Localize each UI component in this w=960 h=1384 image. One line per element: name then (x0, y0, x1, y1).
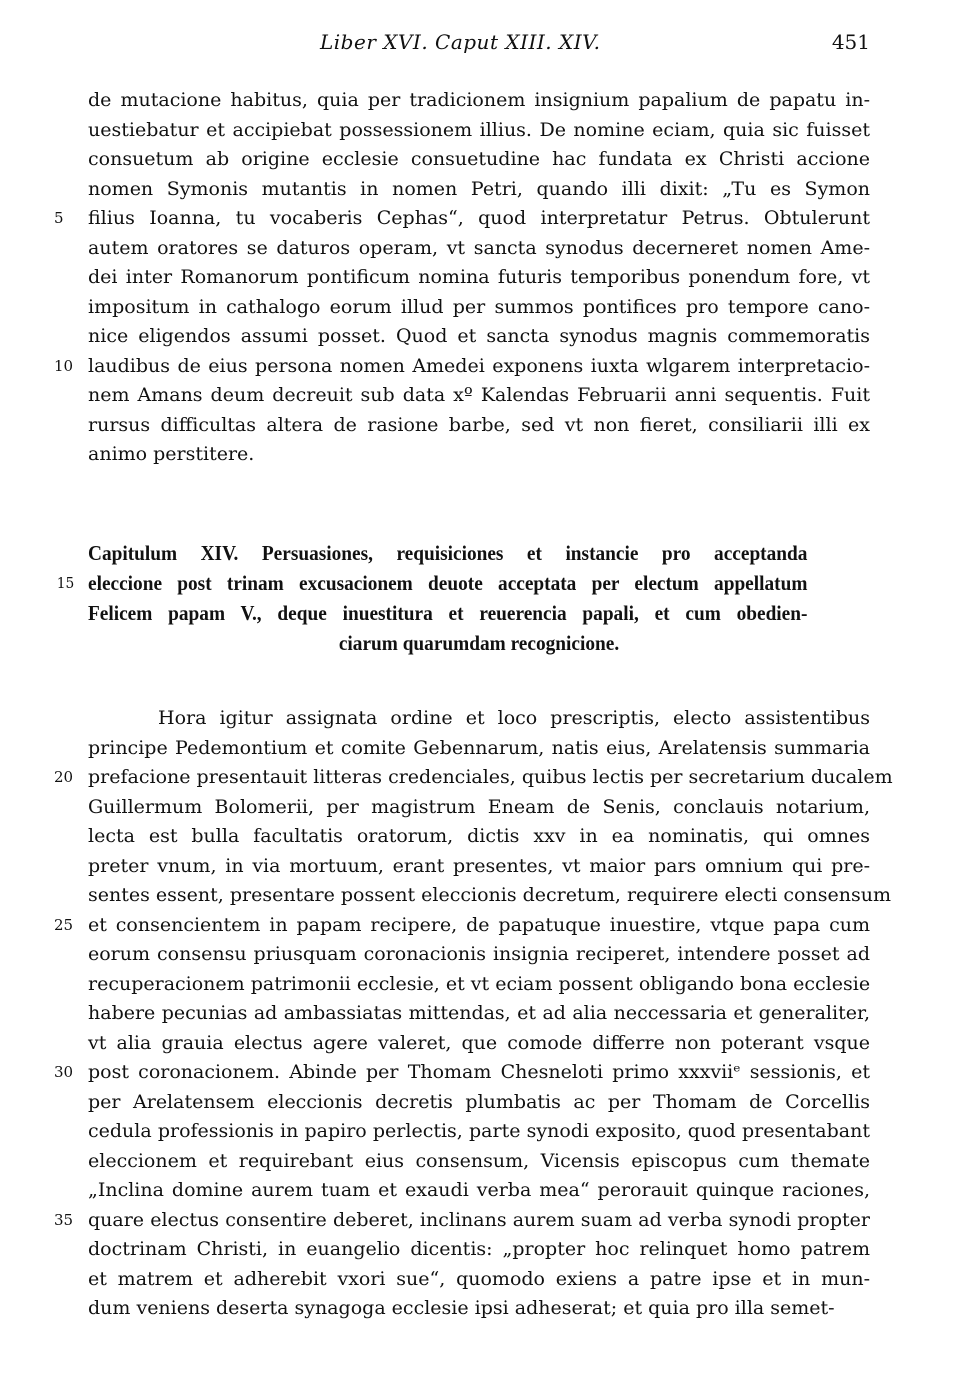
line-text: ciarum quarumdam recognicione. (338, 631, 620, 655)
text-line (56, 568, 808, 598)
chapter-heading (56, 538, 870, 658)
line-text: nice eligendos assumi posset. Quod et sancta synodus magnis commemoratis (88, 325, 870, 347)
text-line (88, 1176, 870, 1206)
text-line (88, 293, 870, 323)
line-text: consuetum ab origine ecclesie consuetudine hac fundata ex Christi accione (88, 148, 870, 170)
line-text: principe Pedemontium et comite Gebennarum, natis eius, Arelatensis summaria (88, 736, 870, 759)
line-text: quare electus consentire deberet, inclinans aurem suam ad verba synodi propter (88, 1208, 870, 1231)
line-text: impositum in cathalogo eorum illud per summos pontifices pro tempore cano- (88, 295, 870, 318)
line-text: de mutacione habitus, quia per tradicionem insignium papalium de papatu in- (88, 89, 870, 111)
line-number: 35 (54, 1210, 74, 1229)
text-line (88, 1294, 870, 1324)
line-text: Felicem papam V., deque inuestitura et reuerencia papali, et cum obedien- (88, 601, 808, 625)
line-text: dei inter Romanorum pontificum nomina futuris temporibus ponendum fore, vt (88, 266, 870, 288)
text-line (88, 175, 870, 205)
line-text: post coronacionem. Abinde per Thomam Chesneloti primo xxxviiᵉ sessionis, et (88, 1061, 870, 1083)
line-text: sentes essent, presentare possent eleccionis decretum, requirere electi consensum (88, 884, 891, 906)
line-text: uestiebatur et accipiebat possessionem illius. De nomine eciam, quia sic fuisset (88, 118, 870, 141)
line-text: Capitulum XIV. Persuasiones, requisiciones et instancie pro acceptanda (88, 541, 808, 565)
line-text: animo perstitere. (88, 443, 255, 465)
text-line (88, 411, 870, 441)
text-line (88, 852, 870, 882)
text-line (88, 734, 870, 764)
text-line (54, 911, 870, 941)
text-line (88, 598, 807, 628)
line-text: „Inclina domine aurem tuam et exaudi verba mea“ perorauit quinque raciones, (88, 1179, 870, 1201)
text-line (88, 793, 870, 823)
line-text: filius Ioanna, tu vocaberis Cephas“, quod interpretatur Petrus. Obtulerunt (88, 207, 870, 229)
text-line (88, 1029, 870, 1059)
line-text: prefacione presentauit litteras credenciales, quibus lectis per secretarium ducalem (88, 766, 893, 788)
text-line (88, 881, 891, 911)
line-text: nem Amans deum decreuit sub data xº Kalendas Februarii anni sequentis. Fuit (88, 384, 870, 406)
text-line (88, 440, 870, 470)
line-text: eleccionem et requirebant eius consensum, Vicensis episcopus cum themate (88, 1149, 870, 1172)
line-text: laudibus de eius persona nomen Amedei exponens iuxta wlgarem interpretacio- (88, 354, 870, 377)
line-text: cedula professionis in papiro perlectis, parte synodi exposito, quod presentabant (88, 1120, 870, 1142)
line-text: lecta est bulla facultatis oratorum, dictis xxv in ea nominatis, qui omnes (88, 825, 870, 847)
text-line (88, 999, 870, 1029)
line-text: eorum consensu priusquam coronacionis insignia reciperet, intendere posset ad (88, 943, 870, 965)
line-number: 25 (54, 915, 74, 934)
text-line (54, 204, 870, 234)
line-text: dum veniens deserta synagoga ecclesie ipsi adheserat; et quia pro illa semet- (88, 1297, 835, 1319)
text-line (88, 940, 870, 970)
text-line (88, 145, 870, 175)
text-line (54, 1058, 870, 1088)
paragraph-chapter-xiv (54, 704, 893, 1324)
text-line (88, 86, 870, 116)
running-header (88, 30, 870, 70)
page-number: 451 (831, 30, 870, 54)
line-number: 30 (54, 1063, 74, 1081)
text-line (88, 704, 870, 734)
line-text: Guillermum Bolomerii, per magistrum Eneam de Senis, conclauis notarium, (88, 795, 870, 818)
text-line (88, 322, 870, 352)
line-number: 10 (54, 356, 74, 375)
text-line (88, 1235, 870, 1265)
text-line (88, 1147, 870, 1177)
text-line (88, 970, 870, 1000)
line-text: rursus difficultas altera de rasione barbe, sed vt non fieret, consiliarii illi ex (88, 413, 870, 436)
line-text: preter vnum, in via mortuum, erant presentes, vt maior pars omnium qui pre- (88, 854, 870, 877)
text-line (88, 1088, 870, 1118)
line-text: per Arelatensem eleccionis decretis plumbatis ac per Thomam de Corcellis (88, 1090, 870, 1113)
line-text: et matrem et adherebit vxori sue“, quomodo exiens a patre ipse et in mun- (88, 1267, 870, 1290)
line-text: recuperacionem patrimonii ecclesie, et vt eciam possent obligando bona ecclesie (88, 972, 871, 995)
line-text: autem oratores se daturos operam, vt sancta synodus decerneret nomen Ame- (88, 236, 870, 259)
line-number: 20 (54, 768, 74, 786)
line-text: nomen Symonis mutantis in nomen Petri, quando illi dixit: „Tu es Symon (88, 177, 870, 200)
text-line (119, 628, 838, 658)
line-text: eleccione post trinam excusacionem deuote acceptata per electum appellatum (88, 571, 808, 595)
line-text: Hora igitur assignata ordine et loco prescriptis, electo assistentibus (158, 707, 870, 729)
line-text: vt alia grauia electus agere valeret, que comode differre non poterant vsque (88, 1031, 870, 1054)
text-line (88, 116, 870, 146)
text-line (54, 763, 893, 793)
text-line (88, 381, 870, 411)
running-title: Liber XVI. Caput XIII. XIV. (320, 30, 601, 54)
line-text: habere pecunias ad ambassiatas mittendas, et ad alia neccessaria et generaliter, (88, 1002, 870, 1024)
text-line (54, 1206, 870, 1236)
line-text: doctrinam Christi, in euangelio dicentis: „propter hoc relinquet homo patrem (88, 1238, 870, 1260)
line-number: 5 (54, 209, 64, 227)
text-line (88, 1265, 870, 1295)
line-text: et consencientem in papam recipere, de papatuque inuestire, vtque papa cum (88, 913, 870, 936)
text-line (88, 234, 870, 264)
paragraph-chapter-xiii-end (54, 86, 870, 470)
text-line (88, 263, 870, 293)
text-line (88, 1117, 870, 1147)
text-line (54, 352, 870, 382)
text-line (88, 822, 870, 852)
text-line (88, 538, 807, 568)
line-number: 15 (56, 574, 75, 592)
